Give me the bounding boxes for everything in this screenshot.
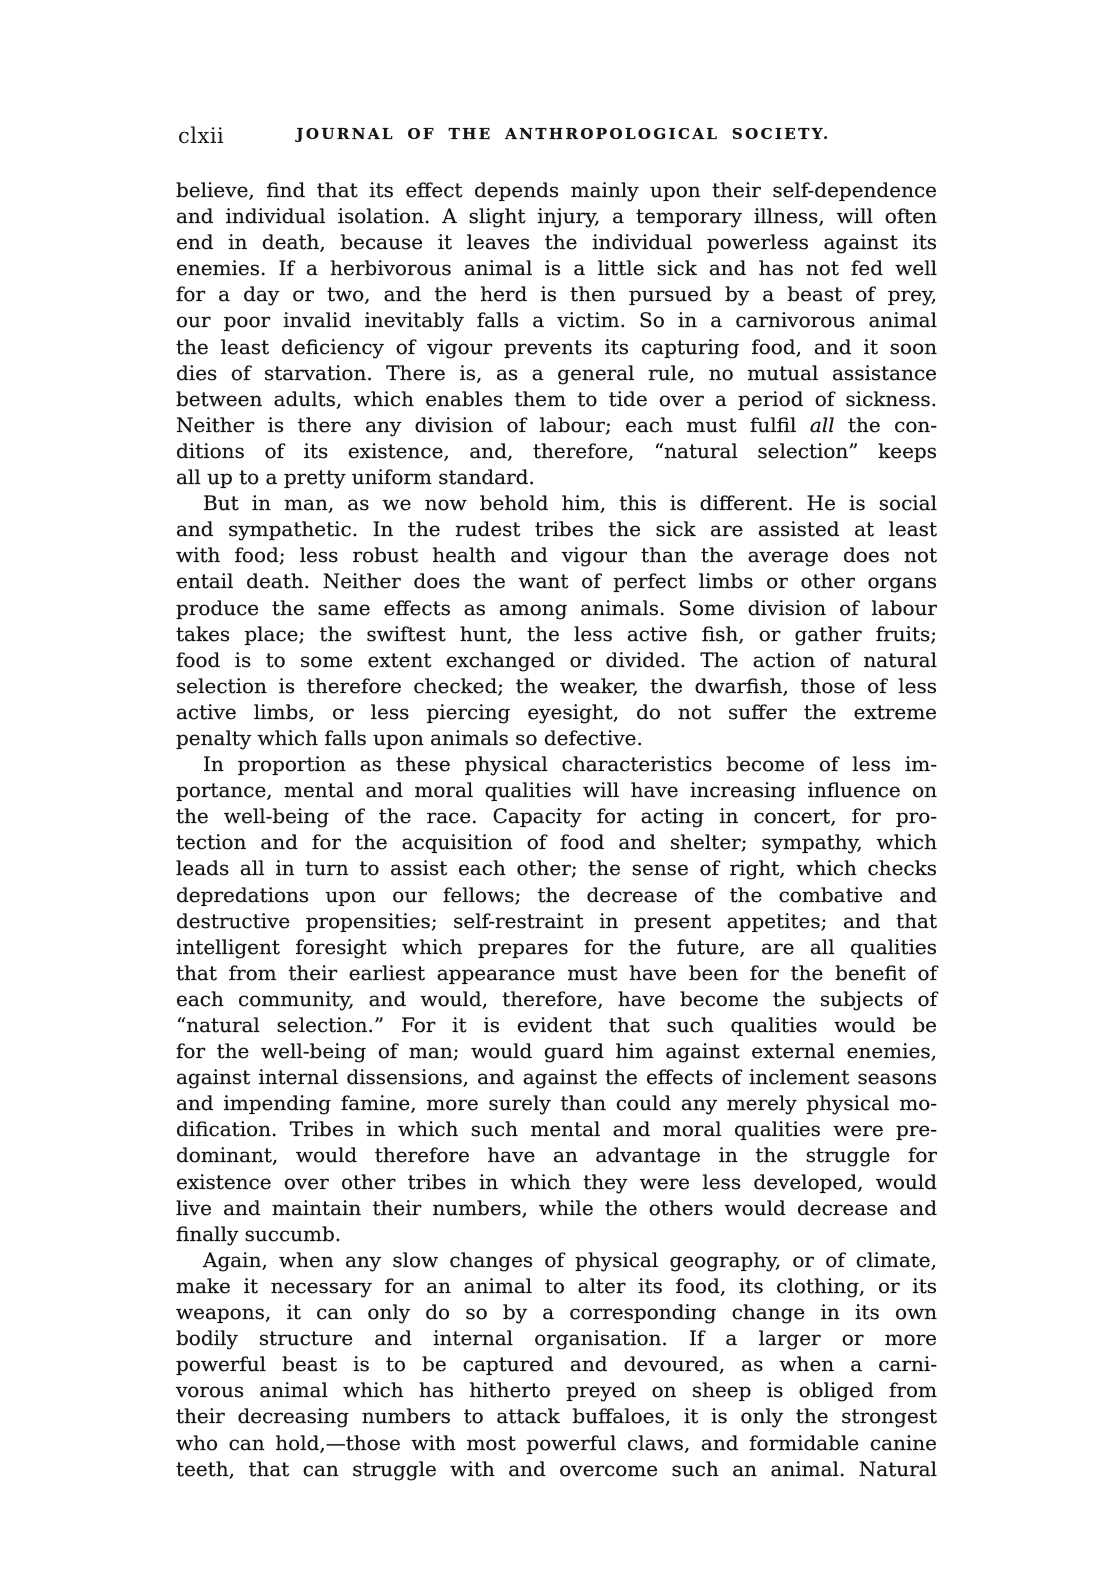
paragraph-again-when [176, 1247, 937, 1482]
text-line: with food; less robust health and vigour than the average does not [176, 543, 937, 568]
text-line: their decreasing numbers to attack buffaloes, it is only the strongest [176, 1404, 937, 1429]
text-line: tection and for the acquisition of food and shelter; sympathy, which [176, 830, 937, 855]
text-line: that from their earliest appearance must have been for the benefit of [176, 960, 937, 985]
text-line: our poor invalid inevitably falls a victim. So in a carnivorous animal [176, 308, 937, 333]
text-line: all up to a pretty uniform standard. [176, 465, 535, 490]
text-line: takes place; the swiftest hunt, the less active fish, or gather fruits; [176, 621, 937, 646]
text-line: “natural selection.” For it is evident that such qualities would be [176, 1013, 937, 1037]
text-line: portance, mental and moral qualities will have increasing influence on [176, 778, 937, 803]
paragraph-continuation [176, 177, 937, 490]
text-line: food is to some extent exchanged or divided. The action of natural [176, 647, 937, 672]
text-line: leads all in turn to assist each other; the sense of right, which checks [176, 856, 937, 881]
text-line: enemies. If a herbivorous animal is a little sick and has not fed well [176, 256, 937, 281]
text-line: Neither is there any division of labour; each must fulfil all the con- [176, 412, 938, 437]
text-line: each community, and would, therefore, have become the subjects of [176, 986, 937, 1011]
text-line: But in man, as we now behold him, this is different. He is social [203, 491, 937, 516]
text-line: for a day or two, and the herd is then pursued by a beast of prey, [176, 282, 937, 307]
text-line: dification. Tribes in which such mental and moral qualities were pre- [176, 1117, 937, 1142]
text-line: ditions of its existence, and, therefore, “natural selection” keeps [176, 438, 937, 463]
text-line: for the well-being of man; would guard him against external enemies, [176, 1039, 937, 1064]
text-line: destructive propensities; self-restraint in present appetites; and that [176, 908, 937, 933]
text-line: penalty which falls upon animals so defective. [176, 725, 643, 750]
text-line: dominant, would therefore have an advantage in the struggle for [176, 1143, 937, 1168]
text-line: Again, when any slow changes of physical geography, or of climate, [203, 1247, 937, 1272]
text-line: dies of starvation. There is, as a general rule, no mutual assistance [176, 360, 937, 385]
text-line: existence over other tribes in which they were less developed, would [176, 1169, 937, 1194]
text-line: teeth, that can struggle with and overcome such an animal. Natural [176, 1456, 937, 1481]
text-line: believe, find that its effect depends mainly upon their self-dependence [176, 178, 937, 202]
text-line: bodily structure and internal organisation. If a larger or more [176, 1326, 937, 1351]
page-number: clxii [178, 124, 225, 148]
text-line: and individual isolation. A slight injury, a temporary illness, will often [176, 204, 937, 229]
text-line: live and maintain their numbers, while the others would decrease and [176, 1195, 937, 1220]
text-line: make it necessary for an animal to alter its food, its clothing, or its [176, 1273, 937, 1298]
text-line: active limbs, or less piercing eyesight, do not suffer the extreme [176, 699, 937, 724]
text-line: who can hold,—those with most powerful claws, and formidable canine [176, 1430, 937, 1455]
text-line: vorous animal which has hitherto preyed on sheep is obliged from [176, 1378, 937, 1403]
text-line: the well-being of the race. Capacity for acting in concert, for pro- [176, 804, 937, 829]
text-line: and sympathetic. In the rudest tribes the sick are assisted at least [176, 517, 937, 542]
text-line: entail death. Neither does the want of perfect limbs or other organs [176, 569, 937, 594]
page-header [176, 122, 937, 150]
paragraph-but-in-man [176, 490, 937, 751]
paragraph-in-proportion [176, 751, 937, 1247]
text-line: produce the same effects as among animals. Some division of labour [176, 595, 937, 620]
text-line: the least deficiency of vigour prevents its capturing food, and it soon [176, 334, 937, 359]
text-line: against internal dissensions, and against the effects of inclement seasons [176, 1065, 937, 1090]
text-line: weapons, it can only do so by a corresponding change in its own [176, 1300, 937, 1325]
text-line: between adults, which enables them to tide over a period of sickness. [176, 386, 937, 411]
text-line: end in death, because it leaves the individual powerless against its [176, 230, 937, 255]
text-line: selection is therefore checked; the weaker, the dwarfish, those of less [176, 673, 937, 698]
text-line: and impending famine, more surely than could any merely physical mo- [176, 1091, 937, 1116]
text-line: intelligent foresight which prepares for the future, are all qualities [176, 934, 937, 959]
running-title: JOURNAL OF THE ANTHROPOLOGICAL SOCIETY. [296, 125, 831, 143]
text-line: depredations upon our fellows; the decrease of the combative and [176, 882, 937, 907]
text-line: powerful beast is to be captured and devoured, as when a carni- [176, 1352, 937, 1377]
text-line: finally succumb. [176, 1221, 342, 1246]
page-body [176, 177, 937, 1482]
text-line: In proportion as these physical characteristics become of less im- [203, 752, 937, 777]
